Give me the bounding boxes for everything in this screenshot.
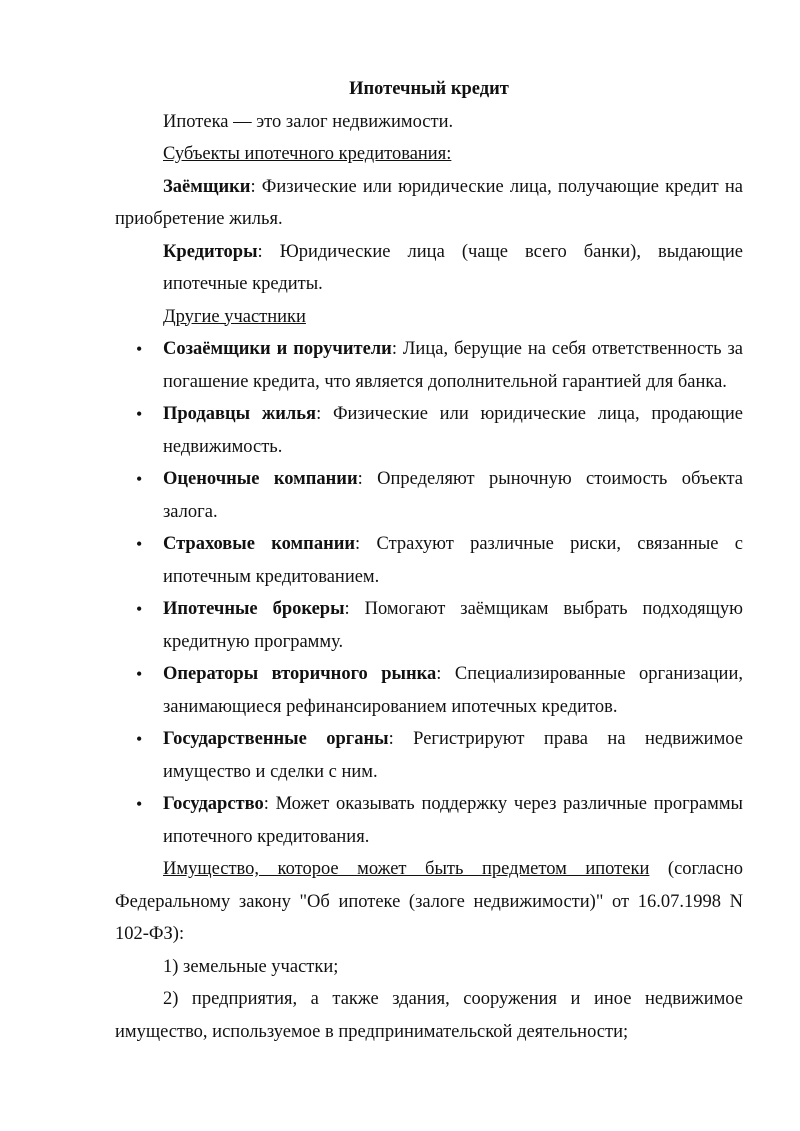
list-item-term: Созаёмщики и поручители <box>163 339 392 359</box>
list-item-text: : Помогают заёмщикам выбрать подходящую кредитную программу. <box>163 599 743 652</box>
list-item-term: Государство <box>163 794 264 814</box>
list-item-text: : Определяют рыночную стоимость объекта залога. <box>163 469 743 522</box>
creditors-paragraph <box>115 236 743 301</box>
list-item-term: Страховые компании <box>163 534 356 554</box>
list-item <box>115 463 743 528</box>
list-item-text: : Регистрируют права на недвижимое имущество и сделки с ним. <box>163 729 743 782</box>
property-item-1: 1) земельные участки; <box>163 956 339 977</box>
list-item <box>115 723 743 788</box>
property-heading: Имущество, которое может быть предметом ипотеки <box>163 859 650 879</box>
list-item <box>115 528 743 593</box>
list-item-term: Государственные органы <box>163 729 389 749</box>
borrowers-term: Заёмщики <box>163 176 251 197</box>
bullet-icon: • <box>136 599 143 619</box>
list-item-text: : Лица, берущие на себя ответственность за погашение кредита, что является дополнительной гарантией для банка. <box>163 339 743 392</box>
borrowers-paragraph <box>115 171 743 236</box>
borrowers-text: : Физические или юридические лица, получающие кредит на приобретение жилья. <box>115 176 743 229</box>
property-item-2: 2) предприятия, а также здания, сооружения и иное недвижимое имущество, используемое в предпринимательской деятельности; <box>115 989 743 1042</box>
other-participants-paragraph <box>115 301 743 334</box>
list-item <box>115 658 743 723</box>
creditors-term: Кредиторы <box>163 241 258 262</box>
list-item <box>115 333 743 398</box>
bullet-icon: • <box>136 664 143 684</box>
other-participants-heading: Другие участники <box>163 306 306 327</box>
subjects-heading: Субъекты ипотечного кредитования: <box>163 144 452 164</box>
bullet-icon: • <box>136 794 143 814</box>
creditors-text: : Юридические лица (чаще всего банки), выдающие ипотечные кредиты. <box>163 241 743 294</box>
document-title: Ипотечный кредит <box>349 79 509 99</box>
participants-list <box>115 333 743 853</box>
list-item-term: Продавцы жилья <box>163 404 317 424</box>
bullet-icon: • <box>136 534 143 554</box>
bullet-icon: • <box>136 339 143 359</box>
bullet-icon: • <box>136 469 143 489</box>
property-source: (согласно Федеральному закону "Об ипотеке (залоге недвижимости)" от 16.07.1998 N 102-ФЗ): <box>115 859 743 944</box>
list-item-text: : Может оказывать поддержку через различные программы ипотечного кредитования. <box>163 794 743 847</box>
list-item-term: Оценочные компании <box>163 469 358 489</box>
list-item-text: : Физические или юридические лица, продающие недвижимость. <box>163 404 744 457</box>
list-item <box>115 398 743 463</box>
property-paragraph <box>115 853 743 951</box>
list-item-text: : Страхуют различные риски, связанные с ипотечным кредитованием. <box>163 534 743 587</box>
list-item <box>115 788 743 853</box>
list-item-text: : Специализированные организации, занимающиеся рефинансированием ипотечных кредитов. <box>163 664 743 717</box>
list-item <box>115 593 743 658</box>
bullet-icon: • <box>136 729 143 749</box>
document-page <box>115 73 743 1048</box>
list-item-term: Операторы вторичного рынка <box>163 664 437 684</box>
subjects-paragraph <box>115 138 743 171</box>
bullet-icon: • <box>136 404 143 424</box>
list-item-term: Ипотечные брокеры <box>163 599 345 619</box>
definition-paragraph: Ипотека — это залог недвижимости. <box>163 111 454 132</box>
